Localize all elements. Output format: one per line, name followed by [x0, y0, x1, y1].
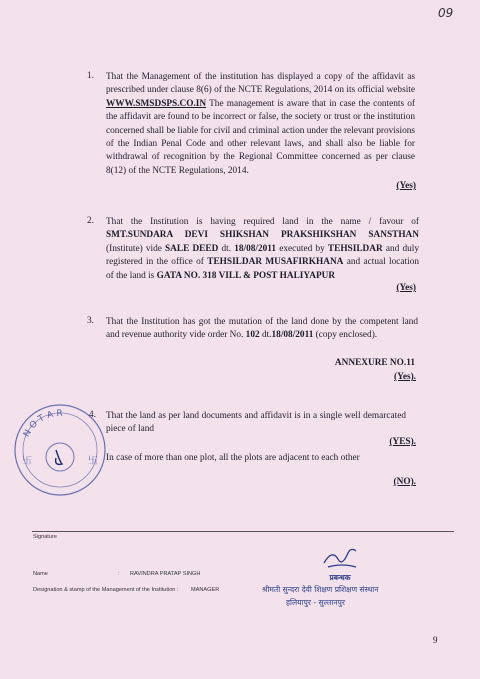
item-4-answer: (YES). — [389, 437, 416, 447]
manager-signature — [318, 545, 362, 573]
manager-stamp-title: प्रबन्धक — [329, 573, 351, 582]
item-4-number: 4. — [89, 410, 96, 420]
notary-seal-stamp — [12, 402, 108, 498]
manager-stamp-line2: हलियापुर - सुल्तानपुर — [286, 598, 345, 607]
name-value: RAVINDRA PRATAP SINGH — [130, 571, 201, 577]
designation-value: MANAGER — [191, 587, 220, 593]
page-number: 9 — [433, 635, 438, 645]
name-separator: : — [118, 571, 120, 577]
manager-stamp-line1: श्रीमती सुन्दरा देवी शिक्षण प्रशिक्षण संस्थान — [262, 585, 379, 594]
item-1-answer: (Yes) — [396, 181, 416, 191]
item-1-number: 1. — [87, 71, 94, 81]
item-4b-text: In case of more than one plot, all the plots are adjacent to each other — [106, 453, 360, 463]
item-3-answer: (Yes). — [394, 372, 416, 382]
svg-text:卐: 卐 — [22, 456, 32, 467]
item-3-annexure: ANNEXURE NO.11 — [334, 358, 415, 368]
item-2-number: 2. — [87, 216, 94, 226]
signature-rule — [32, 531, 454, 532]
name-label: Name — [33, 571, 48, 577]
notary-seal-text: N O T A R — [22, 408, 63, 439]
item-2-answer: (Yes) — [396, 283, 416, 293]
signature-label: Signature — [33, 534, 57, 540]
item-3-text: That the Institution has got the mutation of the land done by the competent land and revenue authority vide order No. 102 dt.18/08/2011 (copy enclosed). — [106, 317, 418, 341]
item-2-text: That the Institution is having required land in the name / favour of SMT.SUNDARA DEVI SHIKSHAN PRAKSHIKSHAN SANSTHAN (Institute) vide SALE DEED dt. 18/08/2011 executed by TEHSILDAR and duly registered in the office of TEHSILDAR MUSAFIRKHANA and actual location of the land is GATA NO. 318 VILL & POST HALIYAPUR — [106, 217, 419, 281]
item-3-number: 3. — [87, 316, 94, 326]
corner-page-mark: 09 — [438, 6, 454, 20]
item-4-text: That the land as per land documents and affidavit is in a single well demarcated piece of land — [106, 411, 406, 435]
item-1-text: That the Management of the institution has displayed a copy of the affidavit as prescribed under clause 8(6) of the NCTE Regulations, 2014 on its official website WWW.SMSDSPS.CO.IN The management is aware that in case the contents of the affidavit are found to be incorrect or false, the society or trust or the institution concerned shall be liable for civil and criminal action under the relevant provisions of the Indian Penal Code and other relevant laws, and shall also be liable for withdrawal of recognition by the Regional Committee concerned as per clause 8(12) of the NCTE Regulations, 2014. — [106, 72, 415, 176]
item-4b-answer: (NO). — [393, 477, 416, 487]
designation-label: Designation & stamp of the Management of the Institution : — [33, 587, 179, 593]
svg-text:N O T A R — [22, 409, 63, 439]
svg-text:卐: 卐 — [88, 456, 98, 467]
